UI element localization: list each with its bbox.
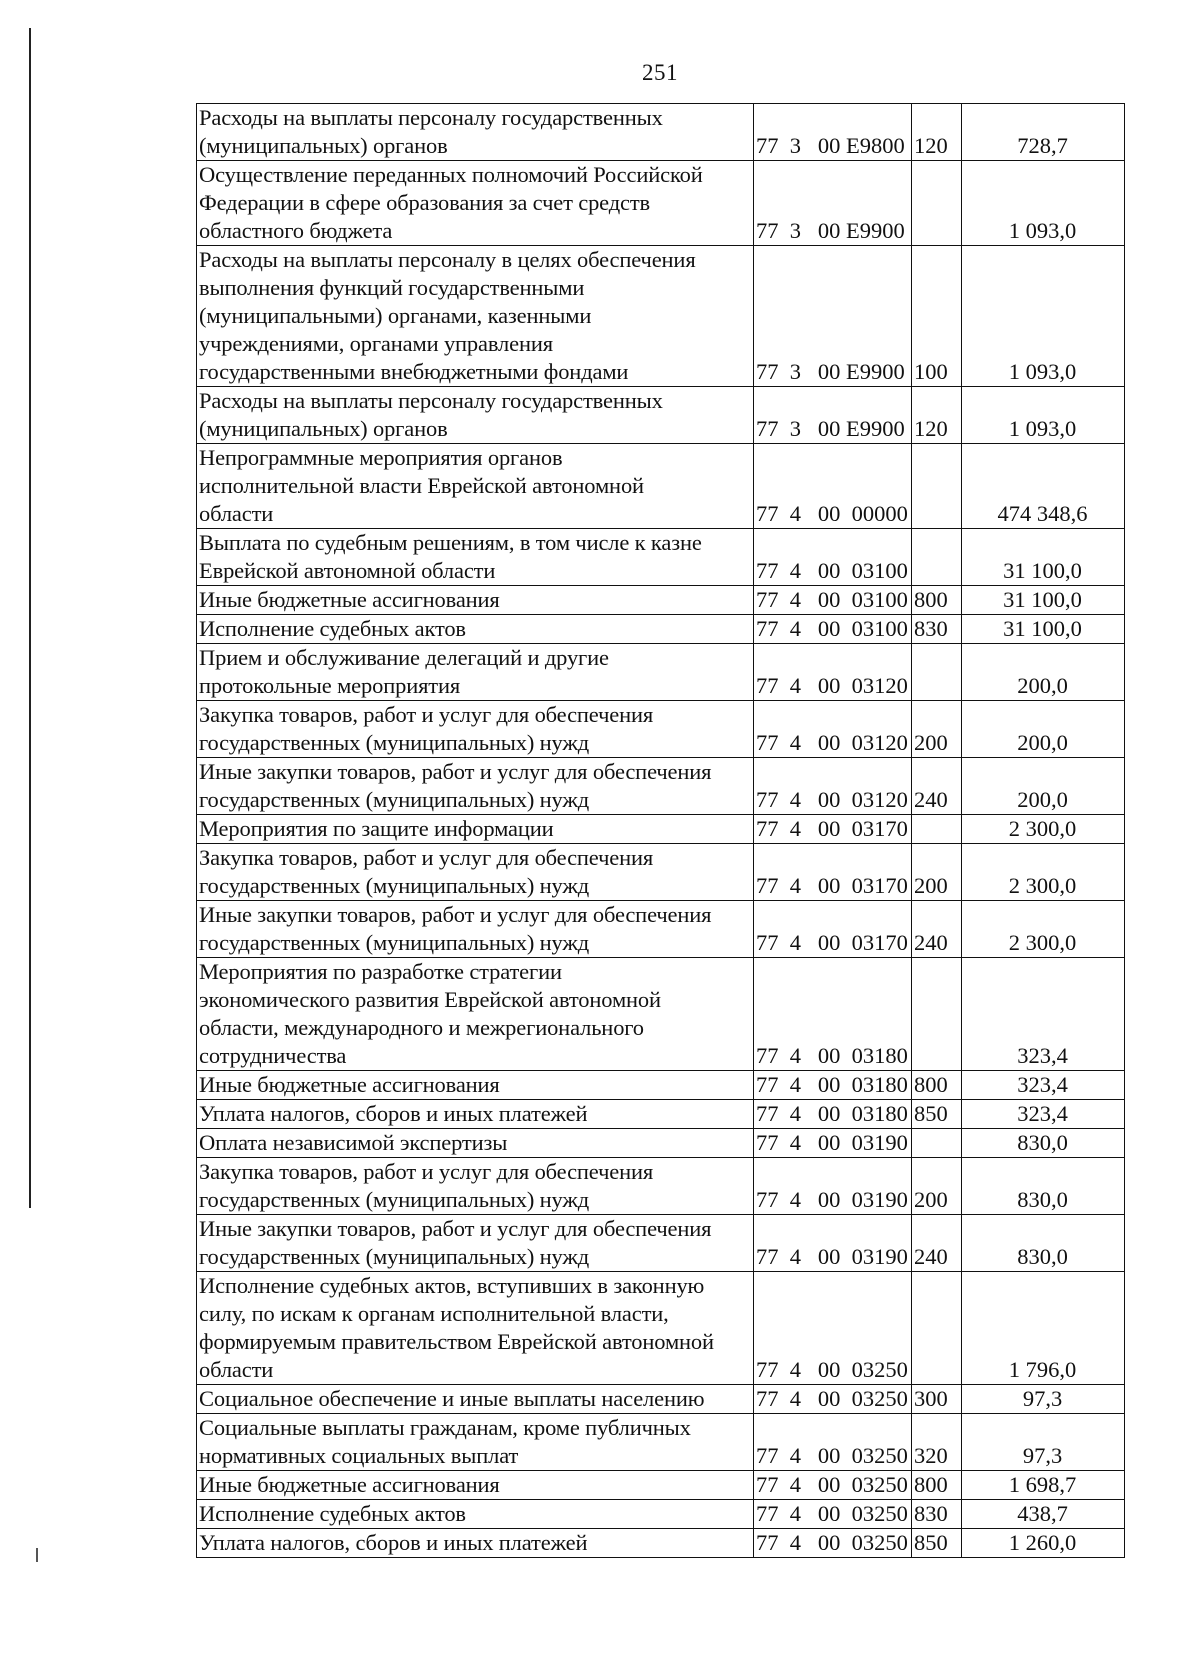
row-csr-code-cell: 77 4 00 03100 <box>754 586 912 615</box>
row-amount-cell: 830,0 <box>962 1129 1125 1158</box>
row-expense-type-cell: 120 <box>912 387 962 444</box>
row-csr-code-cell: 77 4 00 03100 <box>754 615 912 644</box>
row-amount-cell: 728,7 <box>962 104 1125 161</box>
row-csr-code-cell: 77 4 00 03180 <box>754 1071 912 1100</box>
table-row <box>197 1129 1125 1158</box>
table-row <box>197 1500 1125 1529</box>
row-expense-type-cell: 300 <box>912 1385 962 1414</box>
row-expense-type-cell: 800 <box>912 1471 962 1500</box>
row-amount-cell: 200,0 <box>962 644 1125 701</box>
budget-table <box>196 103 1125 1558</box>
row-csr-code-cell: 77 4 00 03170 <box>754 844 912 901</box>
table-row <box>197 958 1125 1071</box>
row-amount-cell: 474 348,6 <box>962 444 1125 529</box>
table-row <box>197 901 1125 958</box>
row-name-cell: Исполнение судебных актов, вступивших в законную силу, по искам к органам исполнительной власти, формируемым правительством Еврейской автономной области <box>197 1272 754 1385</box>
row-name-cell: Социальное обеспечение и иные выплаты населению <box>197 1385 754 1414</box>
row-name-cell: Расходы на выплаты персоналу государственных (муниципальных) органов <box>197 104 754 161</box>
table-row <box>197 1100 1125 1129</box>
row-expense-type-cell: 800 <box>912 586 962 615</box>
row-csr-code-cell: 77 4 00 03190 <box>754 1158 912 1215</box>
row-amount-cell: 438,7 <box>962 1500 1125 1529</box>
table-row <box>197 586 1125 615</box>
table-row <box>197 758 1125 815</box>
row-amount-cell: 1 093,0 <box>962 387 1125 444</box>
row-csr-code-cell: 77 4 00 03250 <box>754 1471 912 1500</box>
row-expense-type-cell <box>912 644 962 701</box>
row-name-cell: Иные закупки товаров, работ и услуг для обеспечения государственных (муниципальных) нужд <box>197 1215 754 1272</box>
row-amount-cell: 31 100,0 <box>962 586 1125 615</box>
row-amount-cell: 200,0 <box>962 701 1125 758</box>
row-amount-cell: 1 260,0 <box>962 1529 1125 1558</box>
row-name-cell: Расходы на выплаты персоналу государственных (муниципальных) органов <box>197 387 754 444</box>
row-expense-type-cell: 200 <box>912 701 962 758</box>
row-expense-type-cell: 240 <box>912 758 962 815</box>
row-expense-type-cell: 830 <box>912 615 962 644</box>
scan-edge-mark <box>36 1548 38 1562</box>
row-expense-type-cell: 100 <box>912 246 962 387</box>
row-amount-cell: 1 093,0 <box>962 161 1125 246</box>
row-csr-code-cell: 77 4 00 03120 <box>754 701 912 758</box>
row-expense-type-cell: 240 <box>912 1215 962 1272</box>
row-amount-cell: 1 796,0 <box>962 1272 1125 1385</box>
row-name-cell: Мероприятия по разработке стратегии экономического развития Еврейской автономной области, международного и межрегионального сотрудничества <box>197 958 754 1071</box>
row-amount-cell: 31 100,0 <box>962 529 1125 586</box>
table-row <box>197 444 1125 529</box>
row-csr-code-cell: 77 4 00 03250 <box>754 1385 912 1414</box>
row-expense-type-cell <box>912 529 962 586</box>
row-name-cell: Иные бюджетные ассигнования <box>197 1071 754 1100</box>
row-csr-code-cell: 77 4 00 03250 <box>754 1529 912 1558</box>
row-expense-type-cell <box>912 161 962 246</box>
table-row <box>197 104 1125 161</box>
row-amount-cell: 2 300,0 <box>962 815 1125 844</box>
row-name-cell: Прием и обслуживание делегаций и другие протокольные мероприятия <box>197 644 754 701</box>
table-row <box>197 644 1125 701</box>
row-amount-cell: 830,0 <box>962 1215 1125 1272</box>
row-name-cell: Иные закупки товаров, работ и услуг для обеспечения государственных (муниципальных) нужд <box>197 758 754 815</box>
row-expense-type-cell: 120 <box>912 104 962 161</box>
row-expense-type-cell: 800 <box>912 1071 962 1100</box>
row-name-cell: Иные закупки товаров, работ и услуг для обеспечения государственных (муниципальных) нужд <box>197 901 754 958</box>
row-name-cell: Социальные выплаты гражданам, кроме публичных нормативных социальных выплат <box>197 1414 754 1471</box>
row-amount-cell: 2 300,0 <box>962 901 1125 958</box>
row-amount-cell: 97,3 <box>962 1414 1125 1471</box>
row-name-cell: Иные бюджетные ассигнования <box>197 1471 754 1500</box>
row-csr-code-cell: 77 4 00 03190 <box>754 1215 912 1272</box>
row-expense-type-cell <box>912 1272 962 1385</box>
row-amount-cell: 323,4 <box>962 958 1125 1071</box>
row-amount-cell: 1 698,7 <box>962 1471 1125 1500</box>
scan-edge-line <box>29 28 31 1208</box>
table-row <box>197 1385 1125 1414</box>
table-row <box>197 1071 1125 1100</box>
row-expense-type-cell: 240 <box>912 901 962 958</box>
row-expense-type-cell: 200 <box>912 1158 962 1215</box>
row-amount-cell: 2 300,0 <box>962 844 1125 901</box>
row-name-cell: Расходы на выплаты персоналу в целях обеспечения выполнения функций государственными (муниципальными) органами, казенными учреждениями, органами управления государственными внебюджетными фондами <box>197 246 754 387</box>
row-name-cell: Оплата независимой экспертизы <box>197 1129 754 1158</box>
row-expense-type-cell <box>912 958 962 1071</box>
row-csr-code-cell: 77 3 00 Е9900 <box>754 246 912 387</box>
table-row <box>197 1414 1125 1471</box>
table-row <box>197 615 1125 644</box>
row-name-cell: Выплата по судебным решениям, в том числе к казне Еврейской автономной области <box>197 529 754 586</box>
table-row <box>197 161 1125 246</box>
row-name-cell: Иные бюджетные ассигнования <box>197 586 754 615</box>
row-amount-cell: 323,4 <box>962 1100 1125 1129</box>
row-expense-type-cell: 850 <box>912 1100 962 1129</box>
row-csr-code-cell: 77 4 00 03120 <box>754 758 912 815</box>
row-amount-cell: 323,4 <box>962 1071 1125 1100</box>
row-csr-code-cell: 77 3 00 Е9800 <box>754 104 912 161</box>
row-csr-code-cell: 77 4 00 03250 <box>754 1272 912 1385</box>
row-csr-code-cell: 77 3 00 Е9900 <box>754 387 912 444</box>
row-csr-code-cell: 77 4 00 03180 <box>754 958 912 1071</box>
row-expense-type-cell: 200 <box>912 844 962 901</box>
row-csr-code-cell: 77 4 00 03250 <box>754 1414 912 1471</box>
table-row <box>197 1529 1125 1558</box>
table-row <box>197 387 1125 444</box>
row-expense-type-cell <box>912 444 962 529</box>
row-name-cell: Уплата налогов, сборов и иных платежей <box>197 1100 754 1129</box>
page-number: 251 <box>642 60 678 85</box>
row-amount-cell: 97,3 <box>962 1385 1125 1414</box>
table-row <box>197 1215 1125 1272</box>
row-csr-code-cell: 77 4 00 03170 <box>754 901 912 958</box>
row-expense-type-cell: 850 <box>912 1529 962 1558</box>
row-csr-code-cell: 77 4 00 00000 <box>754 444 912 529</box>
row-csr-code-cell: 77 4 00 03120 <box>754 644 912 701</box>
row-expense-type-cell <box>912 815 962 844</box>
table-row <box>197 844 1125 901</box>
table-row <box>197 1158 1125 1215</box>
row-name-cell: Закупка товаров, работ и услуг для обеспечения государственных (муниципальных) нужд <box>197 1158 754 1215</box>
row-csr-code-cell: 77 4 00 03170 <box>754 815 912 844</box>
row-name-cell: Мероприятия по защите информации <box>197 815 754 844</box>
row-expense-type-cell <box>912 1129 962 1158</box>
row-name-cell: Непрограммные мероприятия органов исполнительной власти Еврейской автономной области <box>197 444 754 529</box>
row-name-cell: Закупка товаров, работ и услуг для обеспечения государственных (муниципальных) нужд <box>197 701 754 758</box>
table-row <box>197 701 1125 758</box>
table-row <box>197 1272 1125 1385</box>
row-name-cell: Исполнение судебных актов <box>197 1500 754 1529</box>
row-csr-code-cell: 77 4 00 03180 <box>754 1100 912 1129</box>
row-csr-code-cell: 77 4 00 03100 <box>754 529 912 586</box>
table-row <box>197 815 1125 844</box>
budget-table-body <box>197 104 1125 1558</box>
row-amount-cell: 1 093,0 <box>962 246 1125 387</box>
row-csr-code-cell: 77 4 00 03250 <box>754 1500 912 1529</box>
table-row <box>197 529 1125 586</box>
table-row <box>197 1471 1125 1500</box>
row-amount-cell: 31 100,0 <box>962 615 1125 644</box>
row-name-cell: Исполнение судебных актов <box>197 615 754 644</box>
row-name-cell: Осуществление переданных полномочий Российской Федерации в сфере образования за счет средств областного бюджета <box>197 161 754 246</box>
row-name-cell: Закупка товаров, работ и услуг для обеспечения государственных (муниципальных) нужд <box>197 844 754 901</box>
row-expense-type-cell: 320 <box>912 1414 962 1471</box>
row-amount-cell: 200,0 <box>962 758 1125 815</box>
row-name-cell: Уплата налогов, сборов и иных платежей <box>197 1529 754 1558</box>
row-csr-code-cell: 77 4 00 03190 <box>754 1129 912 1158</box>
table-row <box>197 246 1125 387</box>
row-amount-cell: 830,0 <box>962 1158 1125 1215</box>
row-expense-type-cell: 830 <box>912 1500 962 1529</box>
row-csr-code-cell: 77 3 00 Е9900 <box>754 161 912 246</box>
